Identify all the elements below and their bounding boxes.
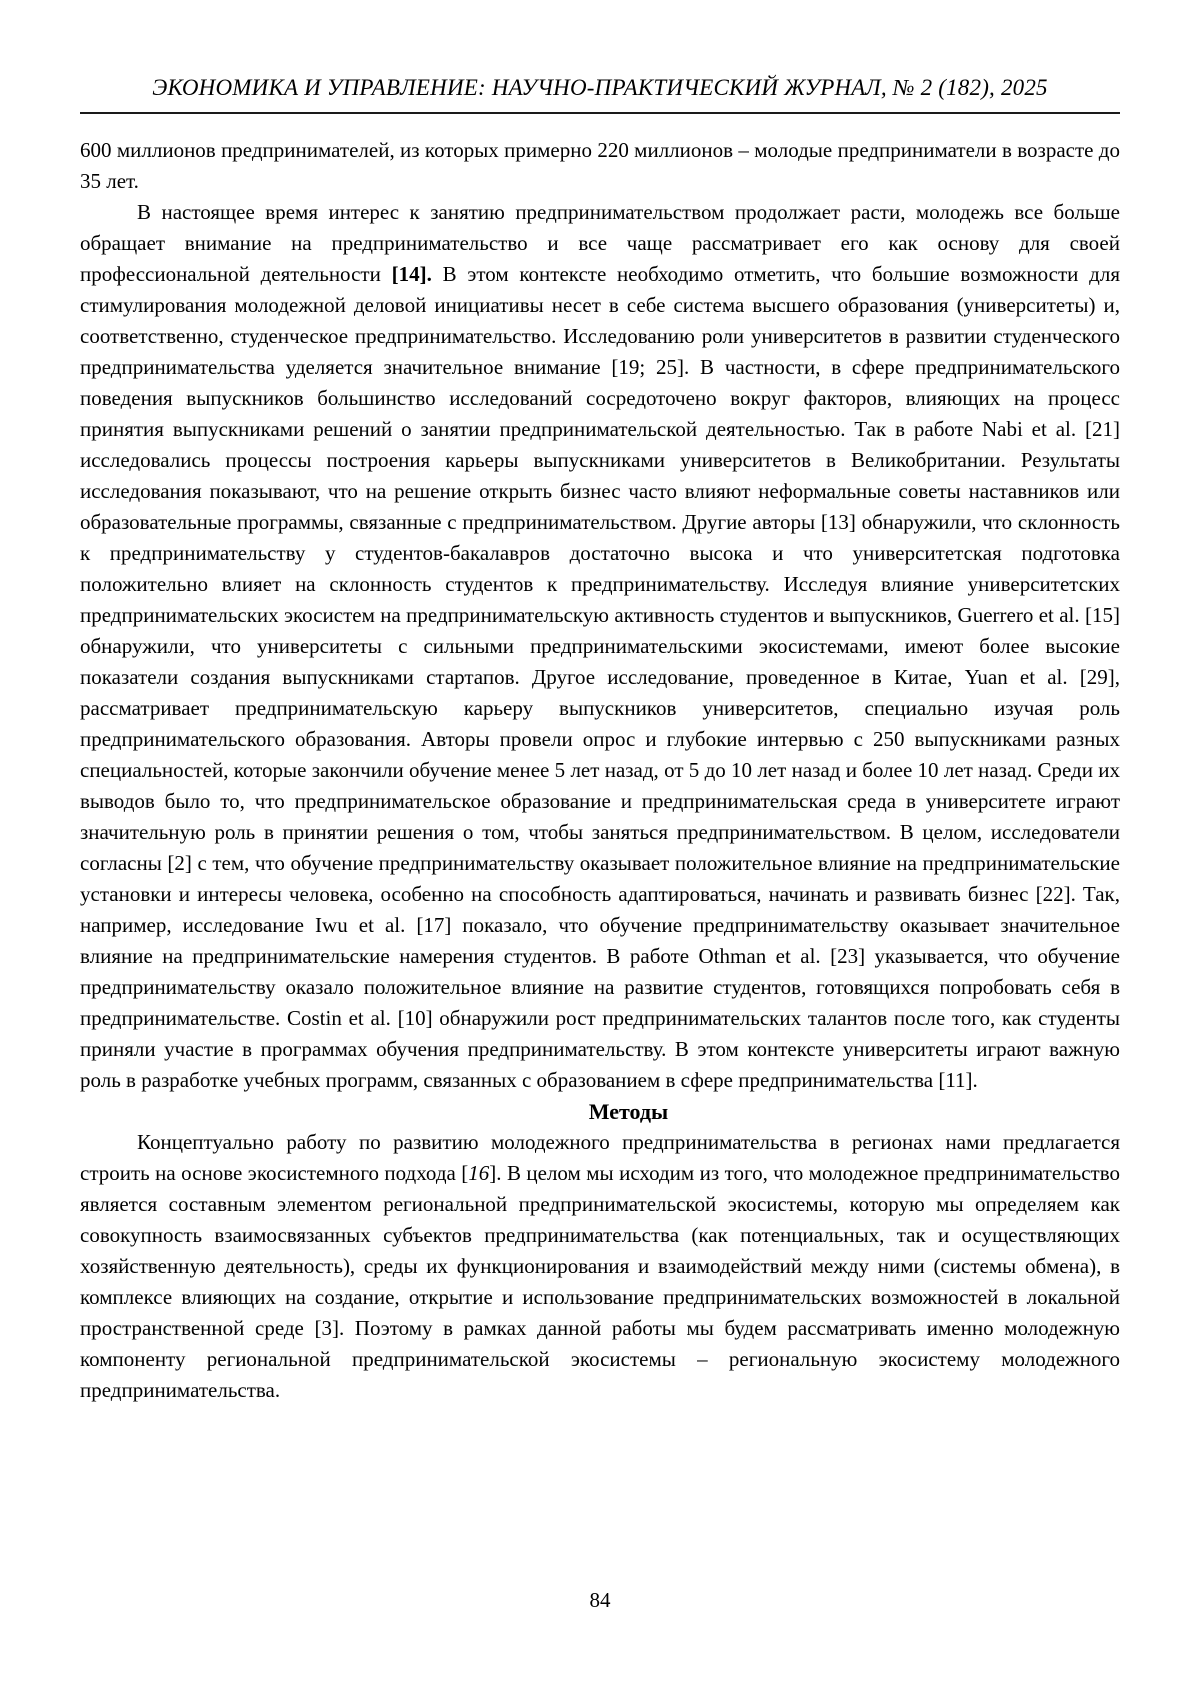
page-number: 84 — [589, 1588, 611, 1612]
running-header: ЭКОНОМИКА И УПРАВЛЕНИЕ: НАУЧНО-ПРАКТИЧЕСКИЙ ЖУРНАЛ, № 2 (182), 2025 — [152, 75, 1048, 100]
paragraph-methods — [80, 1127, 1120, 1406]
paragraph-methods-text-1: Концептуально работу по развитию молодежного предпринимательства в регионах нами предлагается строить на основе экосистемного подхода [ — [80, 1130, 1120, 1185]
article-body — [80, 135, 1120, 1406]
section-heading-methods: Методы — [588, 1099, 669, 1124]
header-rule — [80, 112, 1120, 114]
paragraph-introduction — [80, 197, 1120, 1096]
citation-16: 16 — [468, 1161, 490, 1185]
citation-14: [14]. — [391, 262, 432, 286]
page-header — [80, 74, 1120, 114]
paragraph-continuation: 600 миллионов предпринимателей, из которых примерно 220 миллионов – молодые предприниматели в возрасте до 35 лет. — [80, 138, 1120, 193]
paragraph-introduction-text-2: В этом контексте необходимо отметить, что большие возможности для стимулирования молодежной деловой инициативы несет в себе система высшего образования (университеты) и, соответственно, студенческое предпринимательство. Исследованию роли университетов в развитии студенческого предпринимательства уделяется значительное внимание [19; 25]. В частности, в сфере предпринимательского поведения выпускников большинство исследований сосредоточено вокруг факторов, влияющих на процесс принятия выпускниками решений о занятии предпринимательской деятельностью. Так в работе Nabi et al. [21] исследовались процессы построения карьеры выпускниками университетов в Великобритании. Результаты исследования показывают, что на решение открыть бизнес часто влияют неформальные советы наставников или образовательные программы, связанные с предпринимательством. Другие авторы [13] обнаружили, что склонность к предпринимательству у студентов-бакалавров достаточно высока и что университетская подготовка положительно влияет на склонность студентов к предпринимательству. Исследуя влияние университетских предпринимательских экосистем на предпринимательскую активность студентов и выпускников, Guerrero et al. [15] обнаружили, что университеты с сильными предпринимательскими экосистемами, имеют более высокие показатели создания выпускниками стартапов. Другое исследование, проведенное в Китае, Yuan et al. [29], рассматривает предпринимательскую карьеру выпускников университетов, специально изучая роль предпринимательского образования. Авторы провели опрос и глубокие интервью с 250 выпускниками разных специальностей, которые закончили обучение менее 5 лет назад, от 5 до 10 лет назад и более 10 лет назад. Среди их выводов было то, что предпринимательское образование и предпринимательская среда в университете играют значительную роль в принятии решения о том, чтобы заняться предпринимательством. В целом, исследователи согласны [2] с тем, что обучение предпринимательству оказывает положительное влияние на предпринимательские установки и интересы человека, особенно на способность адаптироваться, начинать и развивать бизнес [22]. Так, например, исследование Iwu et al. [17] показало, что обучение предпринимательству оказывает значительное влияние на предпринимательские намерения студентов. В работе Othman et al. [23] указывается, что обучение предпринимательству оказало положительное влияние на развитие студентов, готовящихся попробовать себя в предпринимательстве. Costin et al. [10] обнаружили рост предпринимательских талантов после того, как студенты приняли участие в программах обучения предпринимательству. В этом контексте университеты играют важную роль в разработке учебных программ, связанных с образованием в сфере предпринимательства [11]. — [80, 262, 1121, 1092]
paragraph-introduction-text-1: В настоящее время интерес к занятию предпринимательством продолжает расти, молодежь все больше обращает внимание на предпринимательство и все чаще рассматривает его как основу для своей профессиональной деятельности — [80, 200, 1120, 286]
paragraph-methods-text-2: ]. В целом мы исходим из того, что молодежное предпринимательство является составным элементом региональной предпринимательской экосистемы, которую мы определяем как совокупность взаимосвязанных субъектов предпринимательства (как потенциальных, так и осуществляющих хозяйственную деятельность), среды их функционирования и взаимодействий между ними (системы обмена), в комплексе влияющих на создание, открытие и использование предпринимательских возможностей в локальной пространственной среде [3]. Поэтому в рамках данной работы мы будем рассматривать именно молодежную компоненту региональной предпринимательской экосистемы – региональную экосистему молодежного предпринимательства. — [80, 1161, 1120, 1402]
